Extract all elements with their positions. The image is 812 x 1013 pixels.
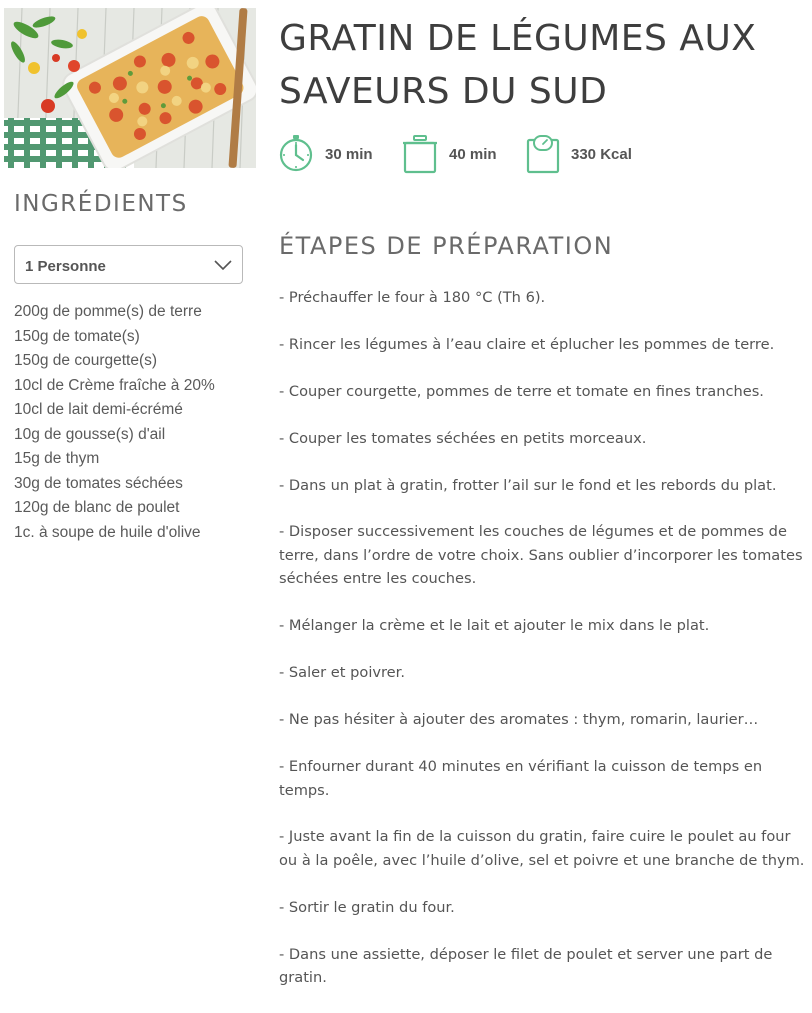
chevron-down-icon xyxy=(214,258,232,272)
stopwatch-icon xyxy=(279,134,315,174)
preparation-steps xyxy=(279,286,809,1013)
cooking-pot-icon xyxy=(403,134,437,174)
cook-time xyxy=(403,134,513,174)
ingredient-item: 150g de courgette(s) xyxy=(14,352,158,369)
ingredient-item: 200g de pomme(s) de terre xyxy=(14,303,202,320)
step-item: - Juste avant la fin de la cuisson du gratin, faire cuire le poulet au four ou à la poêle, avec l’huile d’olive, sel et poivre et une branche de thym. xyxy=(279,828,805,869)
prep-time-value: 30 min xyxy=(325,146,373,163)
recipe-title: GRATIN DE LÉGUMES AUX SAVEURS DU SUD xyxy=(279,18,757,112)
ingredient-item: 120g de blanc de poulet xyxy=(14,499,180,516)
ingredient-item: 150g de tomate(s) xyxy=(14,327,140,345)
step-item: - Couper les tomates séchées en petits morceaux. xyxy=(279,429,647,447)
step-item: - Enfourner durant 40 minutes en vérifiant la cuisson de temps en temps. xyxy=(279,758,763,799)
step-item: - Mélanger la crème et le lait et ajouter le mix dans le plat. xyxy=(279,617,710,635)
ingredient-item: 15g de thym xyxy=(14,450,100,467)
ingredients-heading: INGRÉDIENTS xyxy=(14,191,188,217)
ingredient-list xyxy=(14,300,215,545)
calories-value: 330 Kcal xyxy=(571,146,632,163)
portion-select-value: 1 Personne xyxy=(25,258,106,275)
ingredient-item: 10cl de lait demi-écrémé xyxy=(14,401,183,418)
gratin-photo-image xyxy=(4,8,256,168)
step-item: - Dans une assiette, déposer le filet de poulet et server une part de gratin. xyxy=(279,945,773,987)
ingredient-item: 30g de tomates séchées xyxy=(14,474,183,492)
step-item: - Saler et poivrer. xyxy=(279,664,405,682)
portion-select[interactable] xyxy=(14,245,243,284)
calories xyxy=(526,134,656,174)
step-item: - Rincer les légumes à l’eau claire et éplucher les pommes de terre. xyxy=(279,335,775,353)
recipe-photo xyxy=(4,8,256,168)
cook-time-value: 40 min xyxy=(449,146,497,163)
step-item: - Disposer successivement les couches de légumes et de pommes de terre, dans l’ordre de votre choix. Sans oublier d’incorporer les tomates séchées entre les couches. xyxy=(279,523,803,588)
recipe-meta xyxy=(279,134,809,174)
step-item: - Sortir le gratin du four. xyxy=(279,898,455,916)
steps-heading: ÉTAPES DE PRÉPARATION xyxy=(279,232,614,260)
prep-time xyxy=(279,134,389,174)
ingredient-item: 1c. à soupe de huile d'olive xyxy=(14,523,201,541)
ingredient-item: 10g de gousse(s) d'ail xyxy=(14,425,166,443)
step-item: - Préchauffer le four à 180 °C (Th 6). xyxy=(279,289,546,306)
step-item: - Couper courgette, pommes de terre et tomate en fines tranches. xyxy=(279,382,764,400)
scale-icon xyxy=(526,134,562,174)
step-item: - Ne pas hésiter à ajouter des aromates : thym, romarin, laurier… xyxy=(279,711,759,729)
ingredient-item: 10cl de Crème fraîche à 20% xyxy=(14,376,215,394)
step-item: - Dans un plat à gratin, frotter l’ail sur le fond et les rebords du plat. xyxy=(279,476,777,494)
